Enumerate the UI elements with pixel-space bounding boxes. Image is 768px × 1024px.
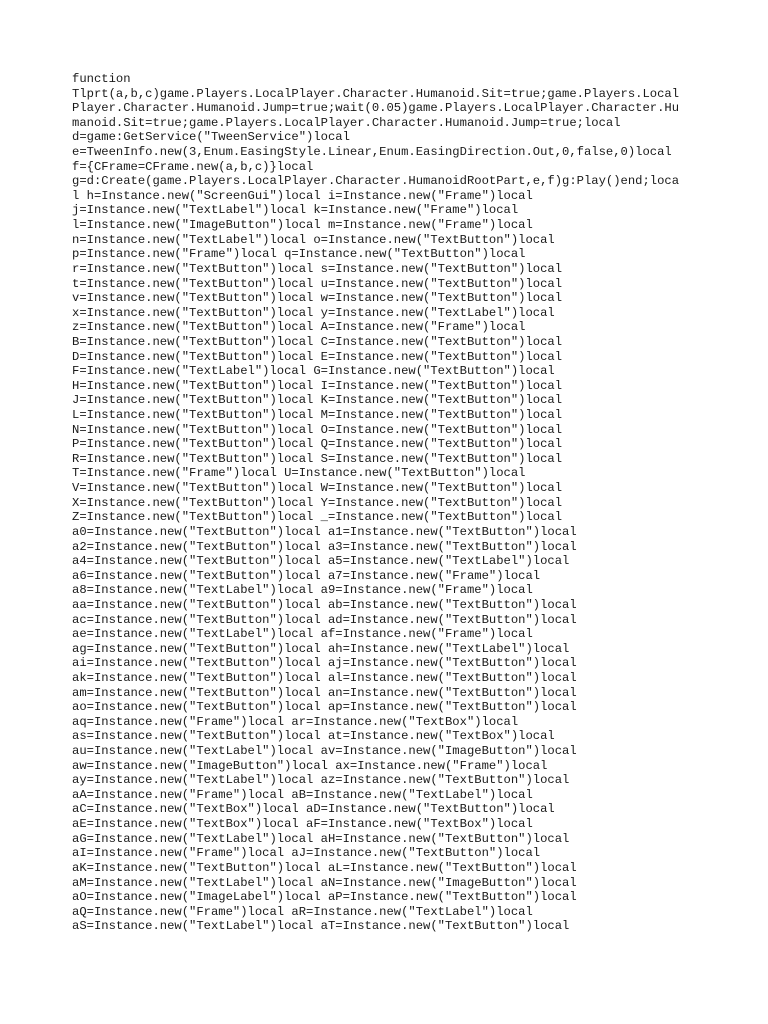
code-line: f={CFrame=CFrame.new(a,b,c)}local (72, 159, 314, 174)
code-line: p=Instance.new("Frame")local q=Instance.new("TextButton")local (72, 247, 526, 262)
code-line: ac=Instance.new("TextButton")local ad=Instance.new("TextButton")local (72, 612, 577, 627)
code-block (72, 72, 712, 934)
code-line: aO=Instance.new("ImageLabel")local aP=Instance.new("TextButton")local (72, 890, 577, 905)
code-line: aI=Instance.new("Frame")local aJ=Instance.new("TextButton")local (72, 846, 541, 861)
code-line: r=Instance.new("TextButton")local s=Instance.new("TextButton")local (72, 261, 563, 276)
code-line: J=Instance.new("TextButton")local K=Instance.new("TextButton")local (72, 393, 563, 408)
code-line: aq=Instance.new("Frame")local ar=Instance.new("TextBox")local (72, 714, 519, 729)
code-line: ae=Instance.new("TextLabel")local af=Instance.new("Frame")local (72, 627, 533, 642)
code-line: N=Instance.new("TextButton")local O=Instance.new("TextButton")local (72, 422, 563, 437)
code-line: a2=Instance.new("TextButton")local a3=Instance.new("TextButton")local (72, 539, 577, 554)
code-line: a6=Instance.new("TextButton")local a7=Instance.new("Frame")local (72, 568, 541, 583)
code-line: V=Instance.new("TextButton")local W=Instance.new("TextButton")local (72, 481, 563, 496)
code-line: g=d:Create(game.Players.LocalPlayer.Character.HumanoidRootPart,e,f)g:Play()end;loca (72, 174, 680, 189)
code-line: aK=Instance.new("TextButton")local aL=Instance.new("TextButton")local (72, 860, 577, 875)
code-document (72, 72, 712, 934)
code-line: a0=Instance.new("TextButton")local a1=Instance.new("TextButton")local (72, 524, 577, 539)
code-line: ak=Instance.new("TextButton")local al=Instance.new("TextButton")local (72, 670, 577, 685)
code-line: ao=Instance.new("TextButton")local ap=Instance.new("TextButton")local (72, 700, 577, 715)
code-line: aS=Instance.new("TextLabel")local aT=Instance.new("TextButton")local (72, 919, 570, 934)
code-line: L=Instance.new("TextButton")local M=Instance.new("TextButton")local (72, 408, 563, 423)
code-line: au=Instance.new("TextLabel")local av=Instance.new("ImageButton")local (72, 744, 577, 759)
code-line: aC=Instance.new("TextBox")local aD=Instance.new("TextButton")local (72, 802, 555, 817)
code-line: x=Instance.new("TextButton")local y=Instance.new("TextLabel")local (72, 305, 555, 320)
code-line: d=game:GetService("TweenService")local (72, 130, 350, 145)
code-line: t=Instance.new("TextButton")local u=Instance.new("TextButton")local (72, 276, 563, 291)
code-line: B=Instance.new("TextButton")local C=Instance.new("TextButton")local (72, 334, 563, 349)
code-line: ag=Instance.new("TextButton")local ah=Instance.new("TextLabel")local (72, 641, 570, 656)
code-line: j=Instance.new("TextLabel")local k=Instance.new("Frame")local (72, 203, 519, 218)
code-line: H=Instance.new("TextButton")local I=Instance.new("TextButton")local (72, 378, 563, 393)
code-line: aa=Instance.new("TextButton")local ab=Instance.new("TextButton")local (72, 597, 577, 612)
code-line: Z=Instance.new("TextButton")local _=Instance.new("TextButton")local (72, 510, 563, 525)
code-line: F=Instance.new("TextLabel")local G=Instance.new("TextButton")local (72, 364, 555, 379)
code-line: aA=Instance.new("Frame")local aB=Instance.new("TextLabel")local (72, 787, 533, 802)
code-line: aQ=Instance.new("Frame")local aR=Instance.new("TextLabel")local (72, 904, 533, 919)
code-line: n=Instance.new("TextLabel")local o=Instance.new("TextButton")local (72, 232, 555, 247)
code-line: ai=Instance.new("TextButton")local aj=Instance.new("TextButton")local (72, 656, 577, 671)
code-line: R=Instance.new("TextButton")local S=Instance.new("TextButton")local (72, 451, 563, 466)
code-line: Tlprt(a,b,c)game.Players.LocalPlayer.Character.Humanoid.Sit=true;game.Players.Local (72, 86, 680, 101)
code-line: D=Instance.new("TextButton")local E=Instance.new("TextButton")local (72, 349, 563, 364)
code-line: aG=Instance.new("TextLabel")local aH=Instance.new("TextButton")local (72, 831, 570, 846)
code-line: l=Instance.new("ImageButton")local m=Instance.new("Frame")local (72, 218, 533, 233)
code-line: e=TweenInfo.new(3,Enum.EasingStyle.Linear,Enum.EasingDirection.Out,0,false,0)local (72, 145, 672, 160)
code-line: l h=Instance.new("ScreenGui")local i=Instance.new("Frame")local (72, 188, 533, 203)
code-line: aE=Instance.new("TextBox")local aF=Instance.new("TextBox")local (72, 817, 533, 832)
code-line: manoid.Sit=true;game.Players.LocalPlayer.Character.Humanoid.Jump=true;local (72, 115, 621, 130)
code-line: P=Instance.new("TextButton")local Q=Instance.new("TextButton")local (72, 437, 563, 452)
code-line: function (72, 72, 131, 86)
code-line: am=Instance.new("TextButton")local an=Instance.new("TextButton")local (72, 685, 577, 700)
code-line: z=Instance.new("TextButton")local A=Instance.new("Frame")local (72, 320, 526, 335)
code-line: T=Instance.new("Frame")local U=Instance.new("TextButton")local (72, 466, 526, 481)
code-line: aw=Instance.new("ImageButton")local ax=Instance.new("Frame")local (72, 758, 548, 773)
code-line: Player.Character.Humanoid.Jump=true;wait(0.05)game.Players.LocalPlayer.Character.Hu (72, 101, 680, 116)
code-line: a8=Instance.new("TextLabel")local a9=Instance.new("Frame")local (72, 583, 533, 598)
code-line: ay=Instance.new("TextLabel")local az=Instance.new("TextButton")local (72, 773, 570, 788)
code-line: X=Instance.new("TextButton")local Y=Instance.new("TextButton")local (72, 495, 563, 510)
code-line: as=Instance.new("TextButton")local at=Instance.new("TextBox")local (72, 729, 555, 744)
code-line: aM=Instance.new("TextLabel")local aN=Instance.new("ImageButton")local (72, 875, 577, 890)
code-line: a4=Instance.new("TextButton")local a5=Instance.new("TextLabel")local (72, 554, 570, 569)
code-line: v=Instance.new("TextButton")local w=Instance.new("TextButton")local (72, 291, 563, 306)
